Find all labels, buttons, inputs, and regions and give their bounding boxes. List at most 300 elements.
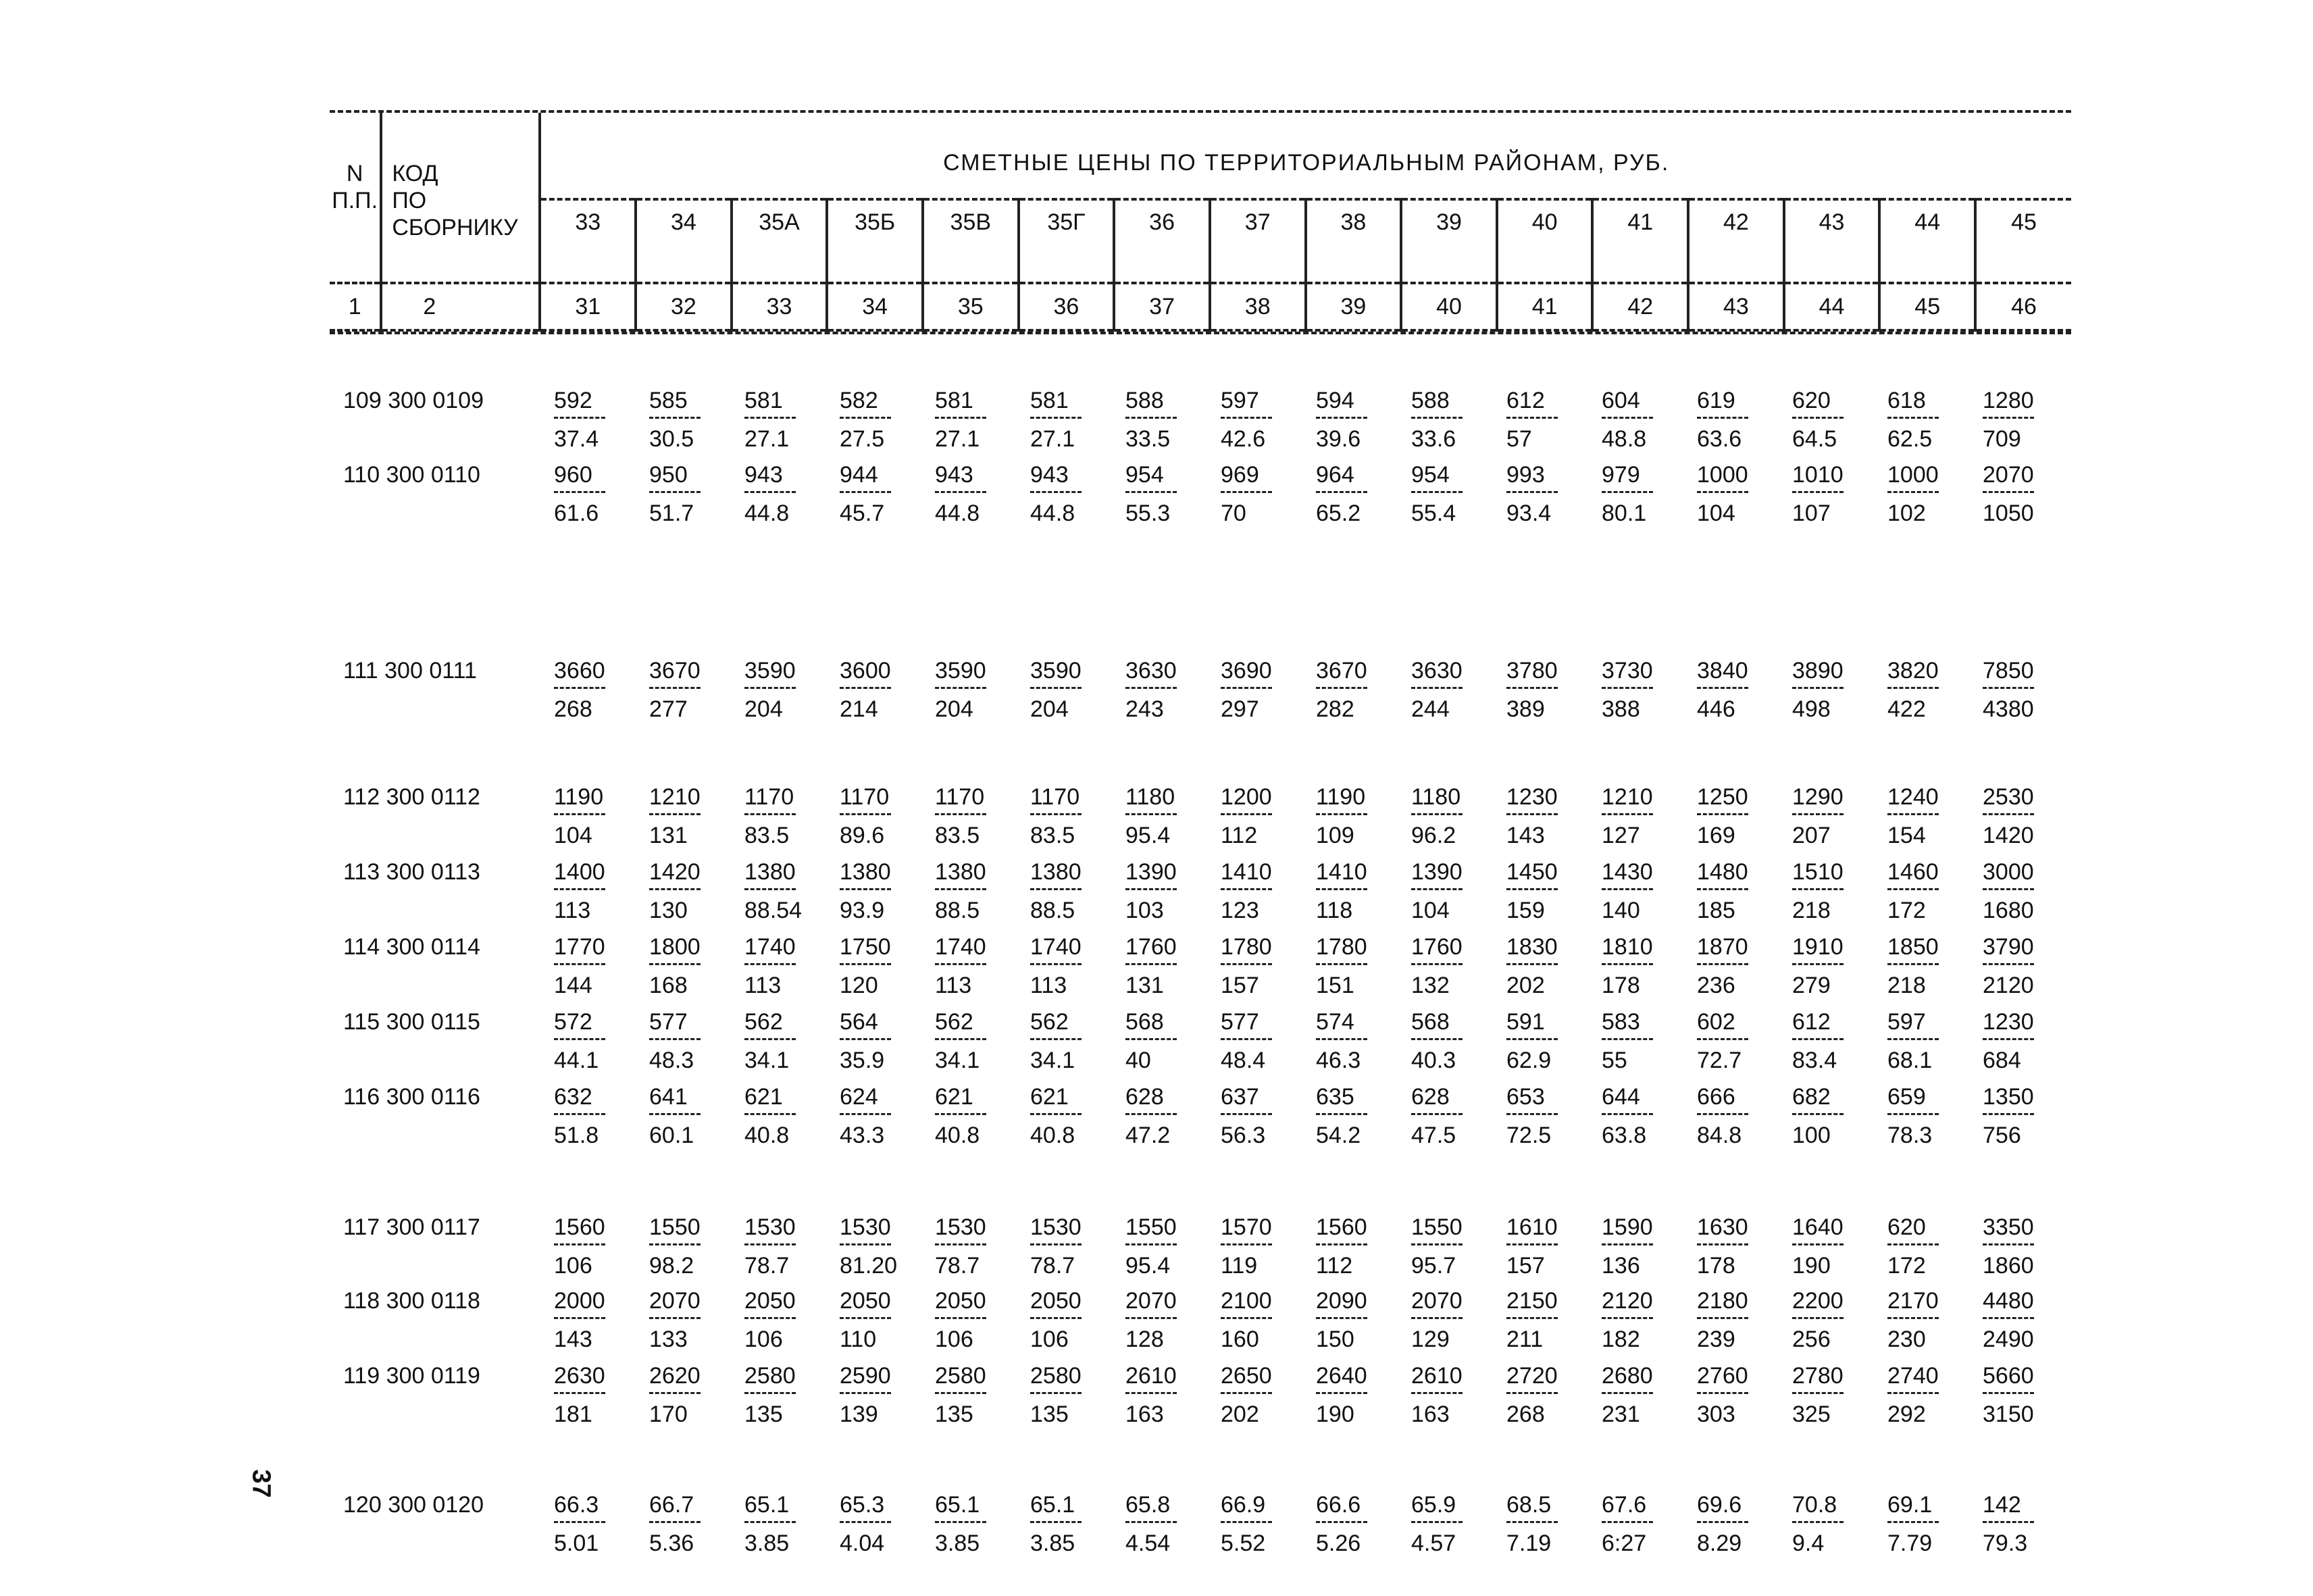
price-denominator: 60.1 <box>649 1123 694 1148</box>
price-denominator: 104 <box>1411 898 1450 923</box>
price-denominator: 84.8 <box>1697 1123 1742 1148</box>
price-cell <box>1968 1214 2063 1279</box>
fraction-line <box>1792 1521 1844 1523</box>
price-numerator: 2580 <box>935 1363 986 1389</box>
price-denominator: 30.5 <box>649 426 694 452</box>
price-denominator: 107 <box>1792 500 1831 526</box>
price-numerator: 1570 <box>1221 1214 1272 1240</box>
price-numerator: 2050 <box>744 1288 796 1314</box>
fraction-line <box>935 963 986 965</box>
price-denominator: 35.9 <box>840 1048 885 1073</box>
fraction-line <box>840 1521 891 1523</box>
price-numerator: 1190 <box>1316 784 1366 810</box>
fraction-line <box>840 963 891 965</box>
price-numerator: 2620 <box>649 1363 701 1389</box>
price-numerator: 1210 <box>1602 784 1653 810</box>
price-denominator: 7.79 <box>1887 1530 1933 1556</box>
price-numerator: 572 <box>554 1009 592 1035</box>
fraction-line <box>1602 687 1653 689</box>
fraction-line <box>1792 687 1844 689</box>
fraction-line <box>744 417 796 419</box>
table-row <box>330 1083 2063 1149</box>
price-cell <box>1777 783 1873 849</box>
price-cell <box>1206 1287 1301 1353</box>
price-numerator: 2530 <box>1983 784 2034 810</box>
price-numerator: 1390 <box>1411 859 1463 885</box>
price-cell <box>634 657 730 723</box>
price-cell <box>1015 1008 1111 1074</box>
price-cell <box>1111 933 1206 999</box>
price-denominator: 172 <box>1887 1253 1926 1279</box>
price-cell <box>1301 1008 1396 1074</box>
column-number: 41 <box>1497 283 1593 330</box>
price-denominator: 27.1 <box>744 426 790 452</box>
price-cell <box>1301 657 1396 723</box>
price-cell <box>1873 387 1968 453</box>
price-cell <box>1587 1008 1682 1074</box>
price-numerator: 1610 <box>1506 1214 1558 1240</box>
price-cell <box>1968 1491 2063 1557</box>
price-cell <box>1396 461 1492 527</box>
price-denominator: 8.29 <box>1697 1530 1742 1556</box>
price-denominator: 204 <box>935 696 973 722</box>
price-denominator: 123 <box>1221 898 1259 923</box>
price-cell <box>1396 933 1492 999</box>
fraction-line <box>1602 1113 1653 1115</box>
fraction-line <box>1030 687 1082 689</box>
price-numerator: 1590 <box>1602 1214 1653 1240</box>
price-numerator: 1550 <box>1125 1214 1177 1240</box>
price-cell <box>1968 1287 2063 1353</box>
price-numerator: 65.8 <box>1125 1492 1171 1518</box>
price-numerator: 612 <box>1792 1009 1831 1035</box>
price-cell <box>1492 1491 1587 1557</box>
fraction-line <box>1221 1521 1272 1523</box>
price-cell <box>730 387 825 453</box>
column-number: 44 <box>1784 283 1880 330</box>
price-denominator: 239 <box>1697 1327 1735 1352</box>
price-numerator: 1800 <box>649 934 701 960</box>
price-numerator: 68.5 <box>1506 1492 1552 1518</box>
price-numerator: 1780 <box>1316 934 1367 960</box>
price-denominator: 4.04 <box>840 1530 885 1556</box>
price-cell <box>1111 1287 1206 1353</box>
price-numerator: 960 <box>554 462 592 488</box>
price-numerator: 2070 <box>649 1288 701 1314</box>
price-denominator: 202 <box>1221 1401 1259 1427</box>
fraction-line <box>1411 963 1463 965</box>
price-numerator: 1640 <box>1792 1214 1844 1240</box>
price-numerator: 1550 <box>649 1214 701 1240</box>
price-cell <box>1111 461 1206 527</box>
price-numerator: 585 <box>649 388 688 413</box>
fraction-line <box>744 687 796 689</box>
price-numerator: 621 <box>935 1084 973 1110</box>
price-cell <box>1301 387 1396 453</box>
fraction-line <box>554 417 605 419</box>
fraction-line <box>1697 1038 1748 1040</box>
fraction-line <box>1697 1317 1748 1319</box>
price-cell <box>1015 1083 1111 1149</box>
price-numerator: 3780 <box>1506 658 1558 684</box>
price-numerator: 604 <box>1602 388 1640 413</box>
price-cell <box>1682 1008 1777 1074</box>
price-denominator: 756 <box>1983 1123 2021 1148</box>
price-denominator: 1680 <box>1983 898 2034 923</box>
price-numerator: 1380 <box>840 859 891 885</box>
table-row <box>330 1287 2063 1353</box>
price-cell <box>1587 1362 1682 1428</box>
column-number: 2 <box>381 283 540 330</box>
price-cell <box>1492 1083 1587 1149</box>
price-denominator: 88.5 <box>935 898 980 923</box>
price-numerator: 1740 <box>935 934 986 960</box>
fraction-line <box>1316 813 1367 815</box>
row-code: 300 0118 <box>386 1288 480 1314</box>
price-numerator: 2740 <box>1887 1363 1939 1389</box>
price-cell <box>1873 1214 1968 1279</box>
price-cell <box>1968 1083 2063 1149</box>
price-numerator: 2090 <box>1316 1288 1367 1314</box>
fraction-line <box>1887 1317 1939 1319</box>
price-cell <box>539 1287 634 1353</box>
price-numerator: 2070 <box>1411 1288 1463 1314</box>
price-numerator: 659 <box>1887 1084 1926 1110</box>
price-denominator: 279 <box>1792 973 1831 998</box>
price-denominator: 44.1 <box>554 1048 599 1073</box>
fraction-line <box>1506 1317 1558 1319</box>
fraction-line <box>1316 1113 1367 1115</box>
price-cell <box>1873 1083 1968 1149</box>
price-cell <box>825 387 920 453</box>
price-denominator: 2120 <box>1983 973 2034 998</box>
price-denominator: 109 <box>1316 823 1354 848</box>
price-denominator: 446 <box>1697 696 1735 722</box>
price-denominator: 40.3 <box>1411 1048 1456 1073</box>
price-numerator: 3840 <box>1697 658 1748 684</box>
fraction-line <box>935 417 986 419</box>
price-cell <box>1301 783 1396 849</box>
price-numerator: 954 <box>1411 462 1450 488</box>
price-cell <box>1015 387 1111 453</box>
price-numerator: 2000 <box>554 1288 605 1314</box>
price-cell <box>1777 1287 1873 1353</box>
district-header: 35В <box>923 199 1019 283</box>
fraction-line <box>840 491 891 493</box>
price-cell <box>1396 858 1492 924</box>
fraction-line <box>1030 417 1082 419</box>
district-header: 43 <box>1784 199 1880 283</box>
table-row <box>330 657 2063 723</box>
price-numerator: 66.6 <box>1316 1492 1361 1518</box>
fraction-line <box>1983 1038 2034 1040</box>
price-denominator: 3.85 <box>744 1530 790 1556</box>
price-numerator: 577 <box>649 1009 688 1035</box>
code-header-cell <box>381 113 540 283</box>
row-number: 119 <box>343 1363 380 1389</box>
fraction-line <box>1887 1392 1939 1394</box>
price-denominator: 83.5 <box>935 823 980 848</box>
district-header: 39 <box>1401 199 1497 283</box>
price-cell <box>1015 858 1111 924</box>
price-denominator: 181 <box>554 1401 592 1427</box>
price-cell <box>1015 933 1111 999</box>
price-denominator: 128 <box>1125 1327 1164 1352</box>
price-cell <box>634 1214 730 1279</box>
price-denominator: 143 <box>554 1327 592 1352</box>
fraction-line <box>1602 1392 1653 1394</box>
row-number: 113 <box>343 859 380 885</box>
fraction-line <box>554 1317 605 1319</box>
price-cell <box>1492 657 1587 723</box>
price-cell <box>634 858 730 924</box>
price-cell <box>1682 1362 1777 1428</box>
price-denominator: 684 <box>1983 1048 2021 1073</box>
price-cell <box>1587 657 1682 723</box>
row-label <box>330 1214 539 1241</box>
price-denominator: 44.8 <box>935 500 980 526</box>
price-denominator: 113 <box>554 898 591 923</box>
price-cell <box>1111 1214 1206 1279</box>
price-numerator: 3630 <box>1125 658 1177 684</box>
row-label <box>330 387 539 414</box>
price-denominator: 218 <box>1792 898 1831 923</box>
price-numerator: 1870 <box>1697 934 1748 960</box>
price-cell <box>634 461 730 527</box>
price-denominator: 388 <box>1602 696 1640 722</box>
fraction-line <box>1887 1113 1939 1115</box>
fraction-line <box>554 1392 605 1394</box>
price-cell <box>1873 858 1968 924</box>
table-row <box>330 1362 2063 1428</box>
price-numerator: 7850 <box>1983 658 2034 684</box>
price-cell <box>1301 1287 1396 1353</box>
district-header: 44 <box>1879 199 1975 283</box>
fraction-line <box>1411 687 1463 689</box>
fraction-line <box>1792 813 1844 815</box>
column-number: 31 <box>540 283 636 330</box>
fraction-line <box>935 1392 986 1394</box>
price-numerator: 2630 <box>554 1363 605 1389</box>
price-numerator: 969 <box>1221 462 1259 488</box>
fraction-line <box>1221 963 1272 965</box>
price-cell <box>1492 1214 1587 1279</box>
price-cell <box>825 933 920 999</box>
table-row <box>330 387 2063 453</box>
price-denominator: 150 <box>1316 1327 1354 1352</box>
price-cell <box>1396 1083 1492 1149</box>
price-cell <box>539 387 634 453</box>
fraction-line <box>935 1521 986 1523</box>
fraction-line <box>1983 813 2034 815</box>
price-numerator: 592 <box>554 388 592 413</box>
price-denominator: 325 <box>1792 1401 1831 1427</box>
price-denominator: 5.26 <box>1316 1530 1361 1556</box>
price-numerator: 3630 <box>1411 658 1463 684</box>
price-numerator: 66.3 <box>554 1492 599 1518</box>
price-cell <box>1968 657 2063 723</box>
price-cell <box>1492 1008 1587 1074</box>
row-label <box>330 1287 539 1314</box>
fraction-line <box>1887 963 1939 965</box>
price-numerator: 581 <box>1030 388 1069 413</box>
price-numerator: 1530 <box>744 1214 796 1240</box>
price-numerator: 69.6 <box>1697 1492 1742 1518</box>
fraction-line <box>840 1392 891 1394</box>
district-header: 40 <box>1497 199 1593 283</box>
fraction-line <box>1983 417 2034 419</box>
fraction-line <box>649 1243 701 1245</box>
fraction-line <box>1125 813 1177 815</box>
fraction-line <box>1316 1317 1367 1319</box>
fraction-line <box>935 1317 986 1319</box>
price-cell <box>1968 783 2063 849</box>
price-denominator: 47.5 <box>1411 1123 1456 1148</box>
price-numerator: 3000 <box>1983 859 2034 885</box>
price-cell <box>1873 1287 1968 1353</box>
price-denominator: 709 <box>1983 426 2021 452</box>
fraction-line <box>554 813 605 815</box>
price-denominator: 78.7 <box>744 1253 790 1279</box>
price-denominator: 55 <box>1602 1048 1627 1073</box>
fraction-line <box>1411 888 1463 890</box>
n-header-cell <box>330 113 381 283</box>
price-numerator: 3690 <box>1221 658 1272 684</box>
price-denominator: 95.4 <box>1125 823 1171 848</box>
fraction-line <box>1792 963 1844 965</box>
price-numerator: 2170 <box>1887 1288 1939 1314</box>
price-numerator: 3660 <box>554 658 605 684</box>
price-numerator: 620 <box>1792 388 1831 413</box>
price-denominator: 44.8 <box>744 500 790 526</box>
price-cell <box>1015 1214 1111 1279</box>
price-denominator: 54.2 <box>1316 1123 1361 1148</box>
price-cell <box>1111 657 1206 723</box>
price-numerator: 1760 <box>1411 934 1463 960</box>
fraction-line <box>1602 1317 1653 1319</box>
price-numerator: 2640 <box>1316 1363 1367 1389</box>
price-denominator: 268 <box>1506 1401 1545 1427</box>
price-denominator: 118 <box>1316 898 1353 923</box>
price-numerator: 632 <box>554 1084 592 1110</box>
price-cell <box>1968 387 2063 453</box>
district-header: 42 <box>1688 199 1784 283</box>
price-denominator: 207 <box>1792 823 1831 848</box>
row-number: 118 <box>343 1288 380 1314</box>
price-numerator: 67.6 <box>1602 1492 1647 1518</box>
price-denominator: 144 <box>554 973 592 998</box>
fraction-line <box>1030 1113 1082 1115</box>
row-code: 300 0116 <box>386 1084 480 1110</box>
price-numerator: 142 <box>1983 1492 2021 1518</box>
price-denominator: 64.5 <box>1792 426 1837 452</box>
price-cell <box>1301 1214 1396 1279</box>
price-numerator: 562 <box>1030 1009 1069 1035</box>
price-denominator: 106 <box>935 1327 973 1352</box>
fraction-line <box>1697 813 1748 815</box>
price-cell <box>634 1287 730 1353</box>
price-denominator: 27.1 <box>935 426 980 452</box>
header-bottom-rule <box>330 332 2071 334</box>
row-label <box>330 858 539 885</box>
price-cell <box>1587 1083 1682 1149</box>
table-title: СМЕТНЫЕ ЦЕНЫ ПО ТЕРРИТОРИАЛЬНЫМ РАЙОНАМ, РУБ. <box>540 113 2071 199</box>
price-numerator: 3600 <box>840 658 891 684</box>
fraction-line <box>649 888 701 890</box>
price-numerator: 3730 <box>1602 658 1653 684</box>
price-denominator: 39.6 <box>1316 426 1361 452</box>
price-cell <box>920 933 1015 999</box>
price-cell <box>920 1287 1015 1353</box>
price-numerator: 1250 <box>1697 784 1748 810</box>
price-cell <box>825 1491 920 1557</box>
price-denominator: 204 <box>744 696 783 722</box>
price-denominator: 160 <box>1221 1327 1259 1352</box>
price-cell <box>825 783 920 849</box>
price-cell <box>1111 1008 1206 1074</box>
fraction-line <box>1125 1317 1177 1319</box>
fraction-line <box>840 888 891 890</box>
price-cell <box>1968 1008 2063 1074</box>
fraction-line <box>554 963 605 965</box>
fraction-line <box>1506 417 1558 419</box>
price-numerator: 1530 <box>1030 1214 1082 1240</box>
price-numerator: 644 <box>1602 1084 1640 1110</box>
fraction-line <box>744 1113 796 1115</box>
price-denominator: 172 <box>1887 898 1926 923</box>
price-denominator: 37.4 <box>554 426 599 452</box>
price-cell <box>1206 387 1301 453</box>
price-cell <box>1015 783 1111 849</box>
price-denominator: 113 <box>1030 973 1067 998</box>
price-denominator: 3.85 <box>1030 1530 1075 1556</box>
price-cell <box>1682 387 1777 453</box>
fraction-line <box>1506 813 1558 815</box>
price-numerator: 3790 <box>1983 934 2034 960</box>
row-code: 300 0114 <box>386 934 480 960</box>
price-denominator: 45.7 <box>840 500 885 526</box>
fraction-line <box>1221 1392 1272 1394</box>
price-denominator: 113 <box>744 973 782 998</box>
price-numerator: 1810 <box>1602 934 1653 960</box>
price-denominator: 48.8 <box>1602 426 1647 452</box>
fraction-line <box>1221 888 1272 890</box>
row-label <box>330 1491 539 1518</box>
price-denominator: 42.6 <box>1221 426 1266 452</box>
row-number: 109 <box>343 388 382 413</box>
price-denominator: 120 <box>840 973 878 998</box>
price-cell <box>539 1008 634 1074</box>
fraction-line <box>649 1317 701 1319</box>
price-numerator: 2650 <box>1221 1363 1272 1389</box>
column-number: 33 <box>732 283 828 330</box>
price-numerator: 950 <box>649 462 688 488</box>
row-code: 300 0111 <box>384 658 477 684</box>
price-cell <box>1396 783 1492 849</box>
price-denominator: 2490 <box>1983 1327 2034 1352</box>
price-numerator: 5660 <box>1983 1363 2034 1389</box>
fraction-line <box>1030 888 1082 890</box>
price-denominator: 135 <box>935 1401 973 1427</box>
price-denominator: 154 <box>1887 823 1926 848</box>
price-cell <box>1015 1287 1111 1353</box>
price-numerator: 3590 <box>744 658 796 684</box>
price-cell <box>1682 858 1777 924</box>
price-numerator: 2200 <box>1792 1288 1844 1314</box>
fraction-line <box>1125 1392 1177 1394</box>
fraction-line <box>1792 1317 1844 1319</box>
price-denominator: 182 <box>1602 1327 1640 1352</box>
